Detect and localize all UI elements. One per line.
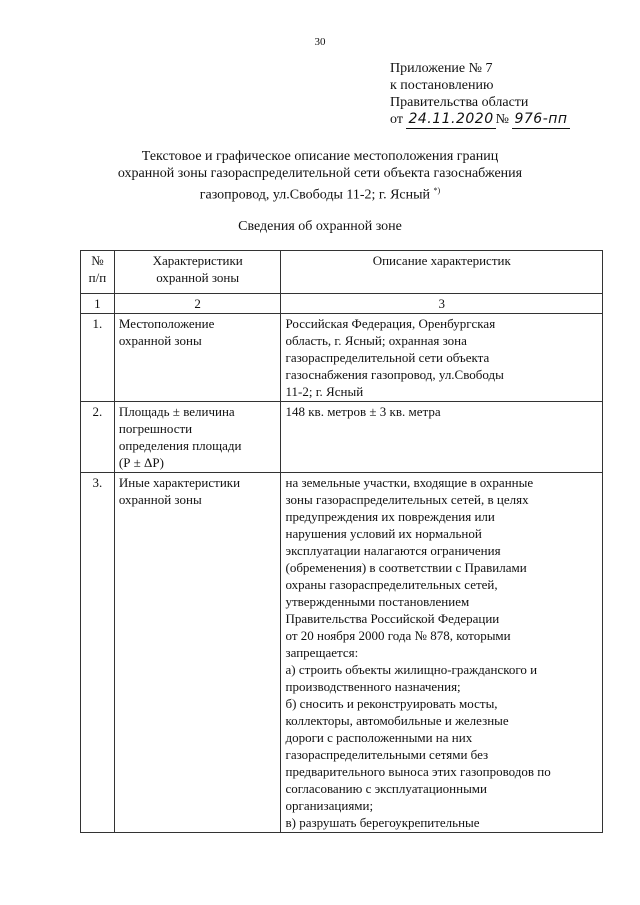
header-text: п/п [88,270,107,285]
handwritten-date: 24.11.2020 [408,111,494,127]
row-number: 1. [81,314,115,402]
cell-line: Местоположение [118,316,215,331]
title-line-2: охранной зоны газораспределительной сети объекта газоснабжения [117,166,523,181]
cell-line: охраны газораспределительных сетей, [285,577,498,592]
cell-line: Иные характеристики [118,475,241,490]
row-description [281,473,603,833]
header-text: охранной зоны [156,270,240,285]
cell-line: б) сносить и реконструировать мосты, [285,696,498,711]
column-number: 3 [281,294,603,314]
table-header-row [81,251,603,294]
cell-line: утвержденными постановлением [285,594,470,609]
title-line-3 [100,182,540,204]
row-number: 3. [81,473,115,833]
header-text: Описание характеристик [372,253,511,268]
table-row [81,473,603,833]
date-prefix: от [390,112,403,127]
cell-line: согласованию с эксплуатационными [285,781,487,796]
cell-line: запрещается: [285,645,359,660]
cell-line: дороги с расположенными на них [285,730,473,745]
column-number: 1 [81,294,115,314]
cell-line: определения площади [118,438,242,453]
cell-line: 148 кв. метров ± 3 кв. метра [285,404,441,419]
header-cell-number [81,251,115,294]
cell-line: а) строить объекты жилищно-гражданского и [285,662,538,677]
header-cell-description [281,251,603,294]
row-name [114,473,281,833]
document-title [100,148,540,204]
page-number: 30 [314,36,326,48]
cell-line: (обременения) в соответствии с Правилами [285,560,527,575]
row-description [281,402,603,473]
appendix-line-1: Приложение № 7 [390,61,493,76]
cell-line: 11-2; г. Ясный [285,384,364,399]
row-description [281,314,603,402]
cell-line: (Р ± ΔР) [118,455,164,470]
appendix-block [390,60,570,129]
cell-line: от 20 ноября 2000 года № 878, которыми [285,628,511,643]
cell-line: нарушения условий их нормальной [285,526,482,541]
cell-line: Площадь ± величина [118,404,235,419]
appendix-date-line [390,111,570,129]
column-number-row [81,294,603,314]
cell-line: Правительства Российской Федерации [285,611,500,626]
cell-line: погрешности [118,421,193,436]
number-prefix: № [495,112,509,127]
zone-info-table [80,250,603,833]
row-number: 2. [81,402,115,473]
cell-line: область, г. Ясный; охранная зона [285,333,467,348]
header-text: № [91,253,104,268]
table-row [81,402,603,473]
cell-line: коллекторы, автомобильные и железные [285,713,509,728]
cell-line: охранной зоны [118,333,202,348]
cell-line: охранной зоны [118,492,202,507]
row-name [114,402,281,473]
title-line-1: Текстовое и графическое описание местоположения границ [141,149,499,164]
header-cell-characteristics [114,251,281,294]
cell-line: производственного назначения; [285,679,461,694]
footnote-mark: *) [433,186,441,195]
title-line-3-text: газопровод, ул.Свободы 11-2; г. Ясный [199,187,431,203]
column-number: 2 [114,294,281,314]
cell-line: организациями; [285,798,374,813]
appendix-line-3: Правительства области [390,95,529,110]
row-name [114,314,281,402]
table-row [81,314,603,402]
cell-line: в) разрушать берегоукрепительные [285,815,480,830]
cell-line: газораспределительными сетями без [285,747,489,762]
header-text: Характеристики [152,253,243,268]
cell-line: зоны газораспределительных сетей, в целях [285,492,529,507]
cell-line: газоснабжения газопровод, ул.Свободы [285,367,504,382]
cell-line: предупреждения их повреждения или [285,509,495,524]
handwritten-number: 976-пп [514,111,568,127]
cell-line: газораспределительной сети объекта [285,350,490,365]
cell-line: предварительного выноса этих газопроводов по [285,764,551,779]
cell-line: на земельные участки, входящие в охранные [285,475,534,490]
section-title: Сведения об охранной зоне [238,219,402,234]
appendix-line-2: к постановлению [390,78,494,93]
cell-line: Российская Федерация, Оренбургская [285,316,496,331]
cell-line: эксплуатации налагаются ограничения [285,543,501,558]
